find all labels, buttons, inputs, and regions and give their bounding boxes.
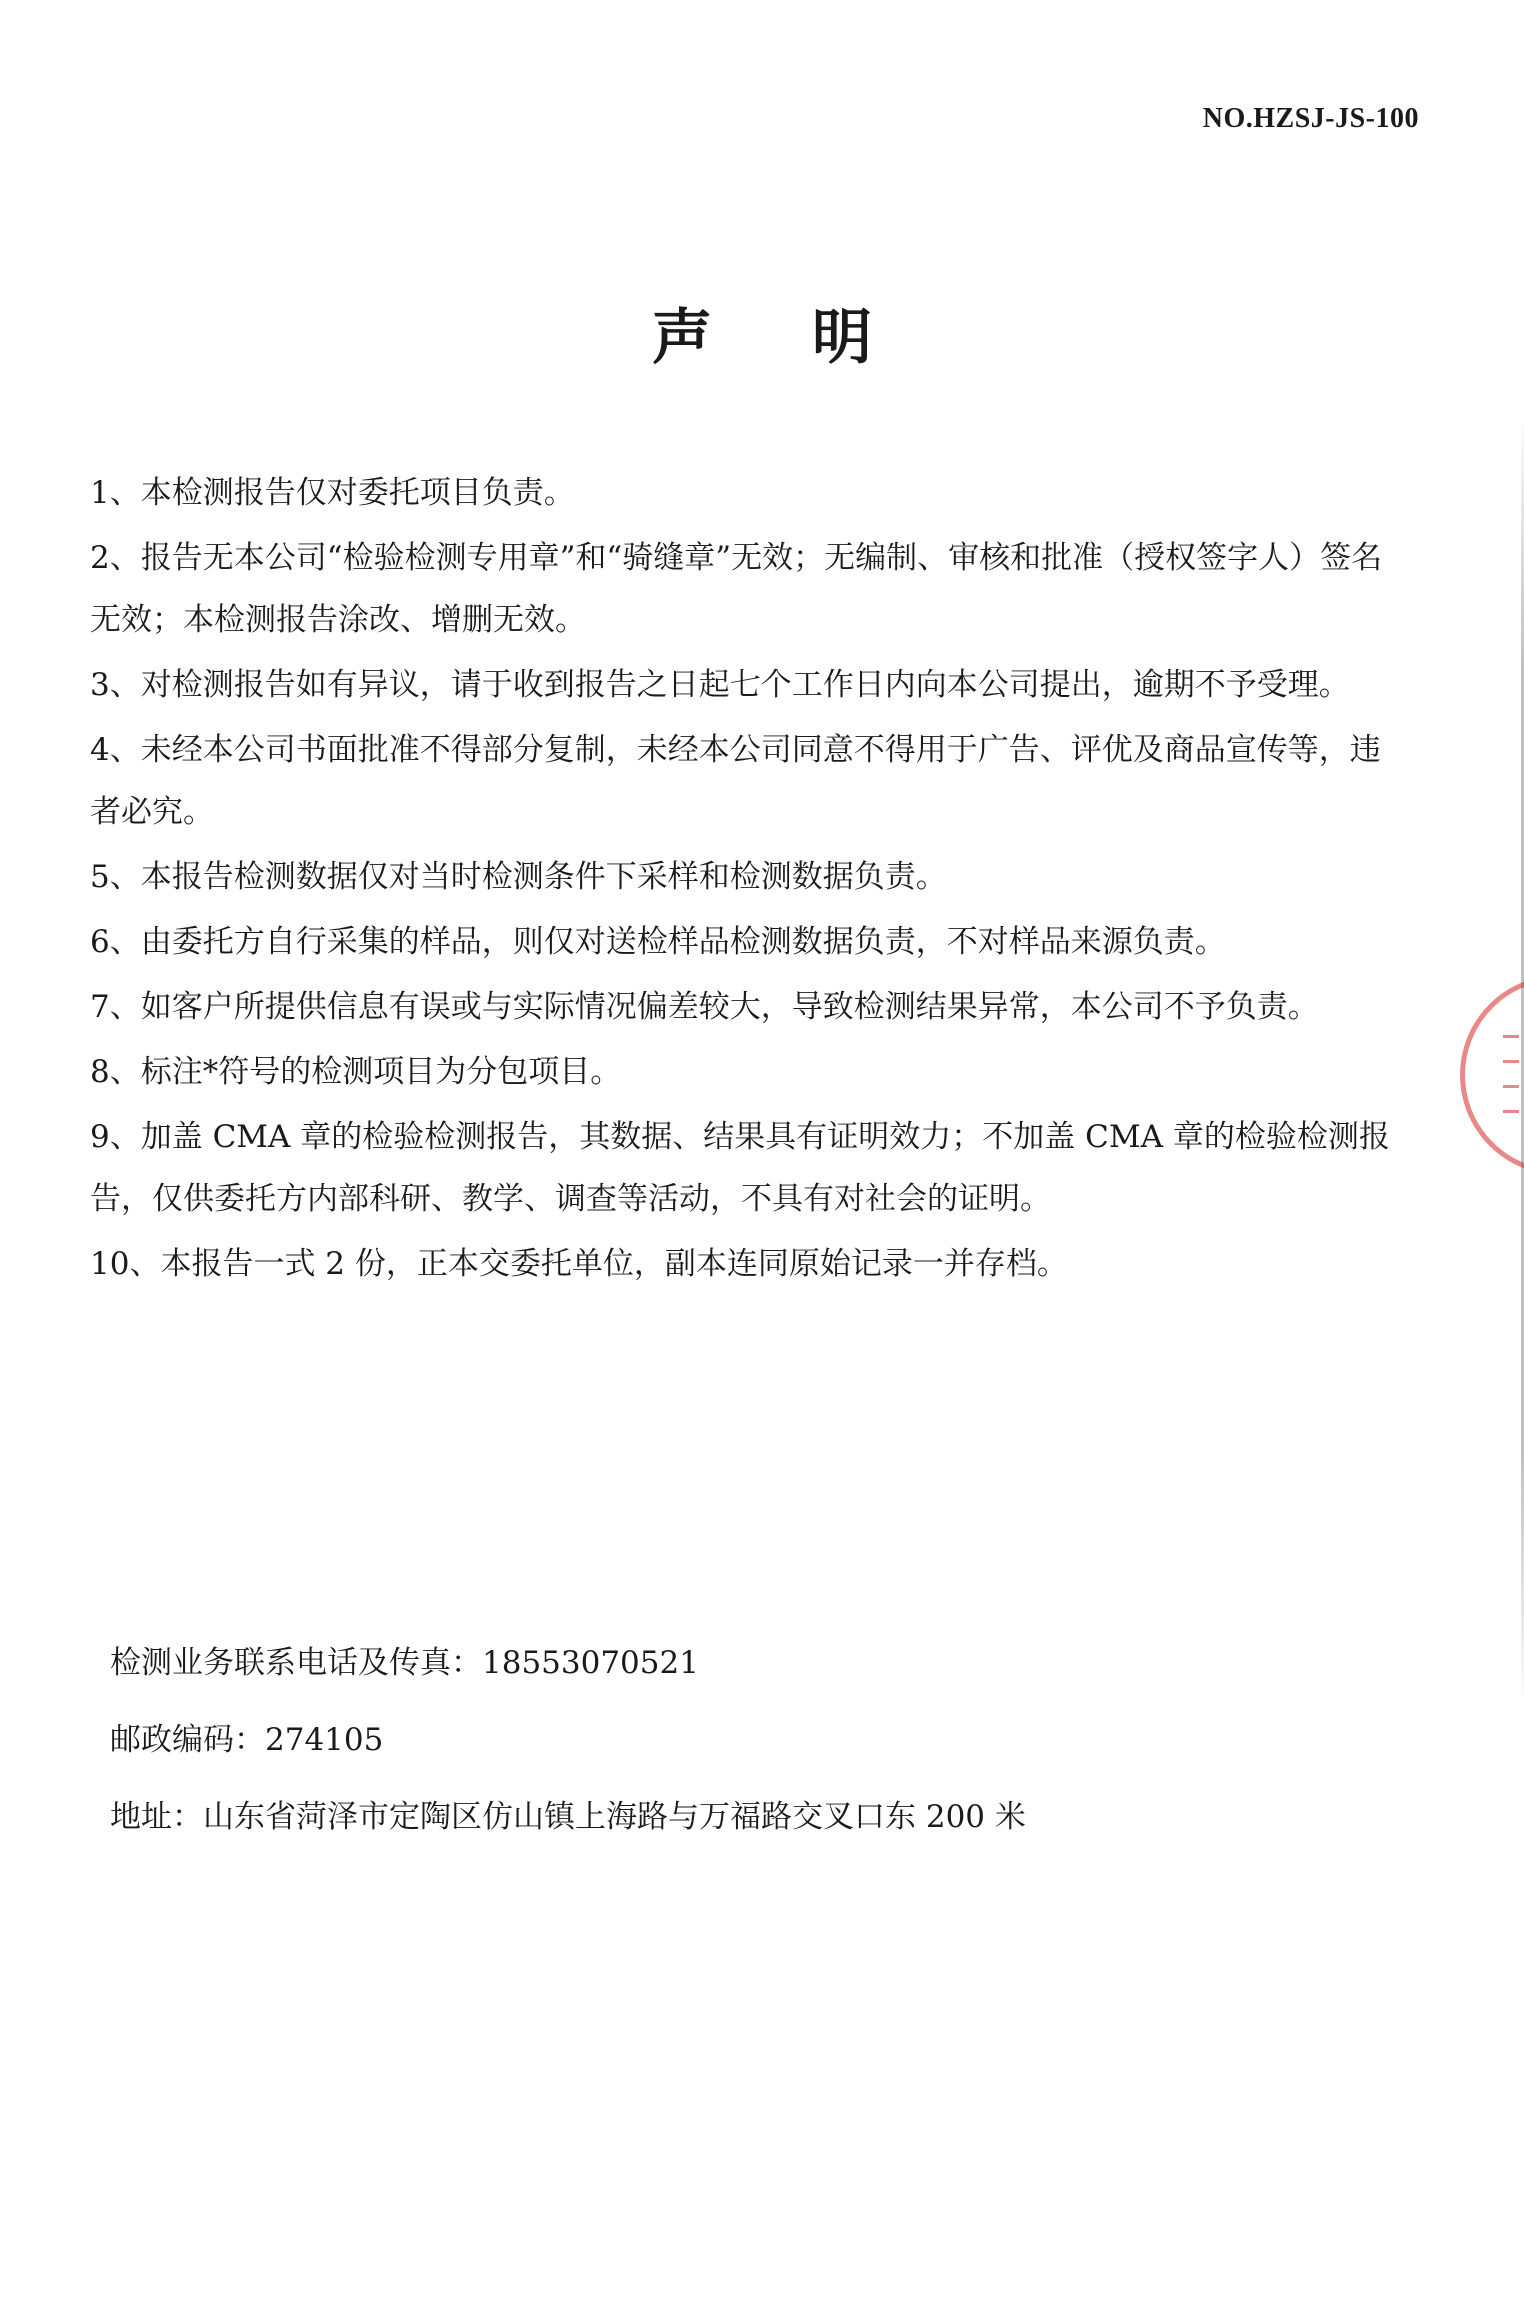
seal-mark [1503,1110,1519,1113]
postcode-value: 274105 [265,1722,384,1758]
statement-item: 2、报告无本公司“检验检测专用章”和“骑缝章”无效；无编制、审核和批准（授权签字人）签名无效；本检测报告涂改、增删无效。 [90,540,1383,638]
phone-label: 检测业务联系电话及传真： [110,1645,482,1681]
page-title: 声明 [652,303,972,373]
statement-item: 9、加盖 CMA 章的检验检测报告，其数据、结果具有证明效力；不加盖 CMA 章的检验检测报告，仅供委托方内部科研、教学、调查等活动，不具有对社会的证明。 [90,1119,1390,1217]
statement-item: 3、对检测报告如有异议，请于收到报告之日起七个工作日内向本公司提出，逾期不予受理。 [90,667,1350,703]
document-number: NO.HZSJ-JS-100 [1202,103,1419,134]
address-row [110,1786,1360,1863]
statement-item: 5、本报告检测数据仅对当时检测条件下采样和检测数据负责。 [90,859,947,895]
statement-item: 6、由委托方自行采集的样品，则仅对送检样品检测数据负责，不对样品来源负责。 [90,924,1226,960]
statement-item: 10、本报告一式 2 份，正本交委托单位，副本连同原始记录一并存档。 [90,1246,1068,1282]
postcode-label: 邮政编码： [110,1722,265,1758]
seal-mark [1503,1060,1519,1063]
seal-mark [1503,1085,1519,1088]
seal-mark [1503,1035,1519,1038]
statement-item: 1、本检测报告仅对委托项目负责。 [90,475,575,511]
statement-list [90,462,1400,1298]
address-label: 地址： [110,1799,203,1835]
statement-item: 7、如客户所提供信息有误或与实际情况偏差较大，导致检测结果异常，本公司不予负责。 [90,989,1319,1025]
statement-item: 8、标注*符号的检测项目为分包项目。 [90,1054,622,1090]
address-value: 山东省菏泽市定陶区仿山镇上海路与万福路交叉口东 200 米 [203,1799,1026,1835]
postcode-row [110,1709,1360,1786]
contact-info [110,1632,1360,1863]
statement-item: 4、未经本公司书面批准不得部分复制，未经本公司同意不得用于广告、评优及商品宣传等，违者必究。 [90,732,1381,830]
phone-value: 18553070521 [482,1645,699,1681]
phone-row [110,1632,1360,1709]
red-seal-stamp [1460,975,1524,1175]
